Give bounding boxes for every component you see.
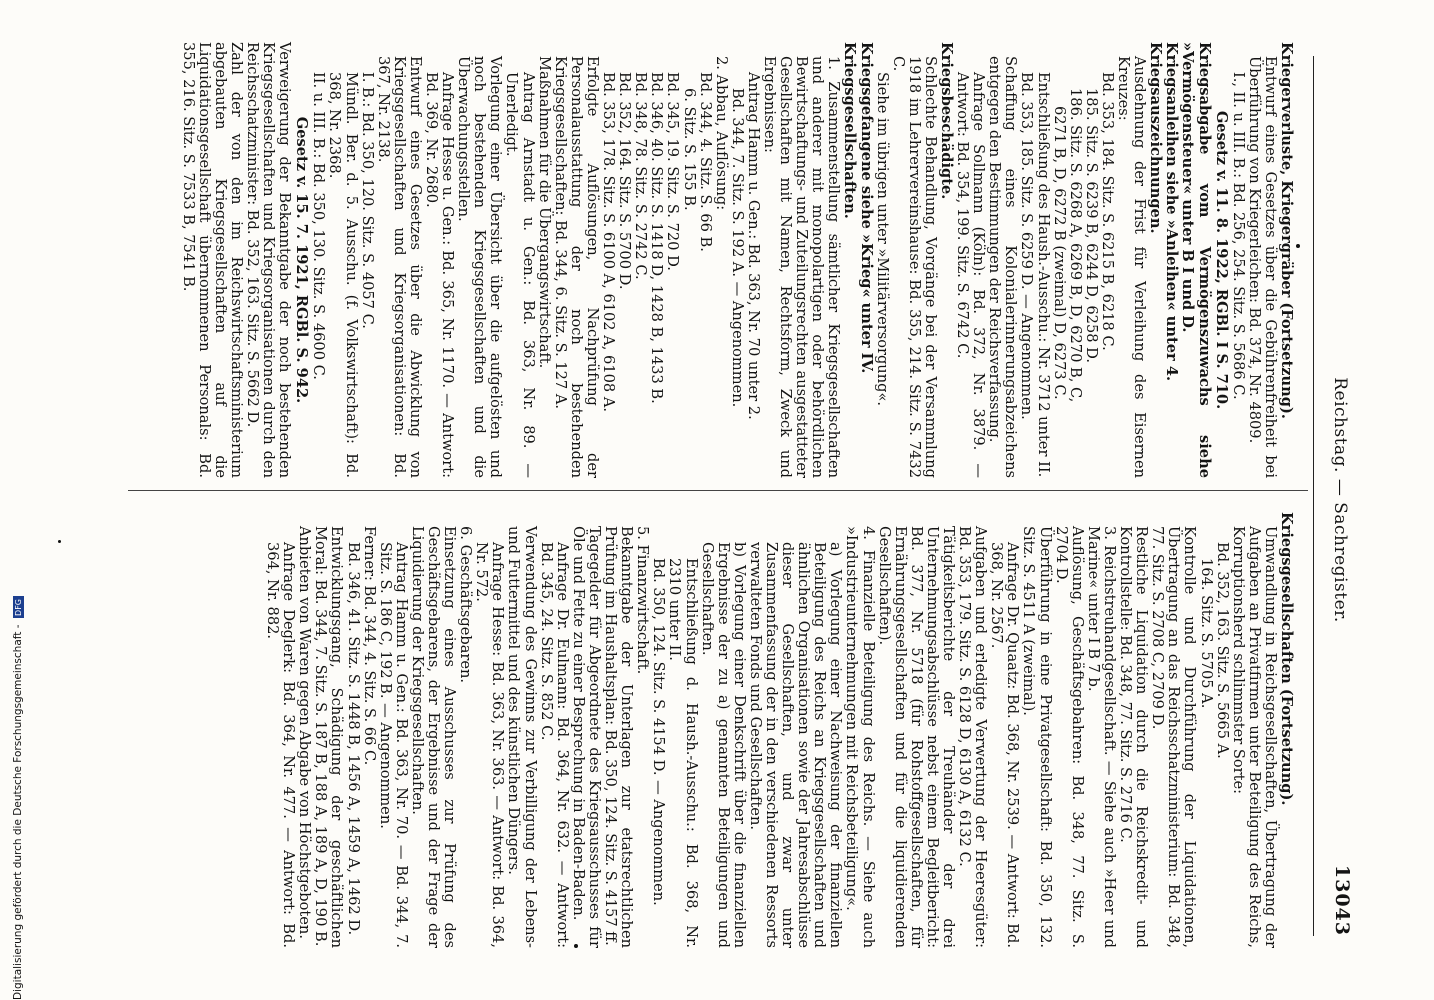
running-header: Reichstag. — Sachregister. bbox=[1330, 377, 1350, 623]
right-column-entry: Kriegsgesellschaften (Fortsetzung). bbox=[1278, 512, 1295, 806]
left-column-entry: 185. Sitz. S. 6239 B, 6244 D, 6258 D. bbox=[1082, 88, 1100, 364]
left-column-entry: Bd. 344, 4. Sitz. S. 66 B. bbox=[696, 72, 714, 252]
left-column-entry: I., II. u. III. B.: Bd. 256, 254. Sitz. S. 5686 C. bbox=[1229, 72, 1247, 400]
print-speck bbox=[574, 944, 578, 948]
left-column-entry: 186. Sitz. S. 6268 A, 6269 B, D, 6270 B, C, bbox=[1066, 88, 1084, 403]
credit-text: Digitalisierung gefördert durch die Deutsche Forschungsgemeinschaft - bbox=[12, 624, 24, 1000]
right-column-entry: 164. Sitz. S. 5705 A. bbox=[1197, 558, 1215, 709]
left-column-entry: II. u. III. B.: Bd. 350, 130. Sitz. S. 4600 C. bbox=[310, 72, 328, 380]
left-column-entry: Ausdehnung der Frist für Verleihung des Eisernen Kreuzes: bbox=[1115, 56, 1149, 478]
left-column-entry: Schaffung eines Kolonialerinnerungsabzeichens entgegen den Bestimmungen der Reichsverfassung. bbox=[986, 56, 1020, 478]
right-column-entry: 3. Reichstreuhandgesellschaft. — Siehe auch »Heer und Marine« unter I B 7 b. bbox=[1084, 526, 1118, 948]
right-column-entry: Anbieten von Waren gegen Abgabe von Höchstgeboten. bbox=[296, 526, 314, 939]
left-column-entry: Antrag Arnstadt u. Gen.: Bd. 363, Nr. 89. — Unerledigt. bbox=[503, 72, 537, 478]
right-column-entry: a) Vorlegung einer Nachweisung der finanziellen Beteiligung des Reichs an Kriegsgesellschaften und ähnlichen Organisationen sowie der Jahresabschlüsse dieser Gesellschaften, und zwar unter Zusammenfassung der in den verschiedenen Ressorts verwalteten Fonds und Gesellschaften. bbox=[746, 542, 845, 948]
right-column-entry: Anfrage Deglerk: Bd. 364, Nr. 477. — Antwort: Bd. 364, Nr. 882. bbox=[264, 542, 298, 948]
left-column-entry: 6. Sitz. S. 155 B. bbox=[680, 88, 698, 211]
left-column-entry: Zahl der von den im Reichswirtschaftsministerium abgebauten Kriegsgesellschaften auf die Liquidationsgesellschaft übernommenen Personals: Bd. 355, 216. Sitz. S. 7533 B, 7541 B. bbox=[179, 42, 245, 478]
left-column-entry: Verweigerung der Bekanntgabe der noch bestehenden Kriegsgesellschaften und Kriegsorganisationen durch den Reichsschatzminister: Bd. 352, 163. Sitz. S. 5662 D. bbox=[244, 42, 294, 478]
digitization-credit bbox=[12, 0, 24, 1000]
left-column-entry: 2. Abbau, Auflösung: bbox=[712, 56, 730, 211]
right-column-entry: Tagegelder für Abgeordnete des Kriegsausschusses für Öle und Fette zu einer Besprechung in Baden-Baden. bbox=[569, 526, 603, 948]
left-column-entry: Bd. 348, 78. Sitz. S. 2742 C. bbox=[632, 72, 650, 280]
left-column-entry: Kriegerverluste, Kriegergräber (Fortsetzung). bbox=[1278, 42, 1295, 419]
left-column-entry: Bd. 353, 184. Sitz. S. 6215 B, 6218 C. bbox=[1098, 72, 1116, 351]
right-column-entry: b) Vorlegung einer Denkschrift über die finanziellen Ergebnisse der zu a) genannten Beteiligungen und Gesellschaften. bbox=[698, 542, 748, 948]
right-column-entry: Bd. 346, 41. Sitz. S. 1448 B, 1456 A, 1459 A, 1462 D. bbox=[344, 542, 362, 936]
right-column-entry: Anfrage Dr. Eulmann: Bd. 364, Nr. 632. — Antwort: Bd. 345, 24. Sitz. S. 852 C. bbox=[537, 542, 571, 948]
right-column-entry: Antrag Hamm u. Gen.: Bd. 363, Nr. 70. — Bd. 344, 7. Sitz. S. 186 C, 192 B. — Angenommen. bbox=[376, 542, 410, 948]
left-column-entry: Maßnahmen für die Übergangswirtschaft. bbox=[535, 56, 553, 369]
left-column-entry: Antrag Hamm u. Gen.: Bd. 363, Nr. 70 unter 2. bbox=[744, 72, 762, 420]
print-speck bbox=[1296, 244, 1300, 248]
left-column-entry: 1. Zusammenstellung sämtlicher Kriegsgesellschaften und anderer mit monopolartigen oder behördlichen Bewirtschaftungs- und Zuteilungsrechten ausgestatteter Gesellschaften mit Namen, Rechtsform, Zweck und Ergebnissen: bbox=[761, 56, 843, 478]
left-column-entry: Kriegsanleihen siehe »Anleihen« unter 4. bbox=[1163, 42, 1181, 382]
left-column-entry: Kriegsauszeichnungen. bbox=[1147, 42, 1165, 234]
right-column-entry: Aufgaben und erledigte Verwertung der Heeresgüter: Bd. 353, 179. Sitz. S. 6128 D, 6130 A, 6132 C. bbox=[956, 526, 990, 948]
right-column-entry: Restliche Liquidation durch die Reichskredit- und Kontrollstelle: Bd. 348, 77. Sitz. S. 2716 C. bbox=[1117, 526, 1151, 948]
header-rule bbox=[1313, 56, 1314, 936]
right-column-entry: Anfrage Dr. Quaatz: Bd. 368, Nr. 2539. — Antwort: Bd. 368, Nr. 2567. bbox=[988, 542, 1022, 948]
right-column-entry: Umwandlung in Reichsgesellschaften, Übertragung der Aufgaben an Privatfirmen unter Beteiligung des Reichs, Korruptionsherd schlimmster Sorte: bbox=[1229, 526, 1279, 948]
left-column-entry: Mündl. Ber. d. 5. Ausschu. (f. Volkswirtschaft): Bd. 368, Nr. 2368. bbox=[326, 72, 360, 478]
print-speck bbox=[58, 540, 61, 543]
left-column-entry: Bd. 345, 19. Sitz. S. 720 D. bbox=[664, 72, 682, 271]
left-column-entry: Bd. 344, 7. Sitz. S. 192 A. — Angenommen. bbox=[728, 88, 746, 408]
dfg-logo: DFG bbox=[13, 596, 24, 618]
left-column-entry: Kriegsgefangene siehe »Krieg« unter IV. bbox=[857, 42, 875, 374]
left-column-entry: Entwurf eines Gesetzes über die Gebührenfreiheit bei Überführung von Kriegerleichen: Bd. 374, Nr. 4809. bbox=[1245, 56, 1279, 478]
left-column bbox=[180, 42, 1294, 478]
right-column-entry: Überführung in eine Privatgesellschaft: Bd. 350, 132. Sitz. S. 4511 A (zweimal). bbox=[1020, 526, 1054, 948]
right-column-entry: Bekanntgabe der Unterlagen zur etatsrechtlichen Prüfung im Haushaltsplan: Bd. 350, 124. Sitz. S. 4157 ff. bbox=[602, 526, 636, 948]
left-column-entry: Schlechte Behandlung, Vorgänge bei der Versammlung 1918 im Lehrervereinshause: Bd. 355, 214. Sitz. S. 7432 C. bbox=[889, 56, 939, 478]
left-column-entry: Anfrage Hesse u. Gen.: Bd. 365, Nr. 1170. — Antwort: Bd. 369, Nr. 2680. bbox=[423, 72, 457, 478]
left-column-entry: Kriegsabgabe vom Vermögenszuwachs siehe »Vermögensteuer« unter B I und D. bbox=[1179, 42, 1213, 478]
right-column-entry: Bd. 352, 163. Sitz. S. 5665 A. bbox=[1213, 542, 1231, 759]
right-column-entry: Kontrolle und Durchführung der Liquidationen, Übertragung an das Reichsschatzministerium: Bd. 348, 77. Sitz. S. 2708 C, 2709 D. bbox=[1149, 526, 1199, 948]
right-column-entry: Entschließung d. Haush.-Ausschu.: Bd. 368, Nr. 2310 unter II. bbox=[666, 558, 700, 948]
left-column-entry: 6271 B, D, 6272 B (zweimal) D, 6273 C. bbox=[1050, 106, 1068, 400]
right-column-entry: Verwendung des Gewinns zur Verbilligung der Lebens- und Futtermittel und des künstlichen Düngers. bbox=[505, 526, 539, 948]
right-column-entry: Anfrage Hesse: Bd. 363, Nr. 363. — Antwort: Bd. 364, Nr. 572. bbox=[473, 542, 507, 948]
left-column-entry: Entwurf eines Gesetzes über die Abwicklung von Kriegsgesellschaften und Kriegsorganisationen: Bd. 367, Nr. 2138. bbox=[374, 56, 424, 478]
left-column-entry: Siehe im übrigen unter »Militärversorgung«. bbox=[873, 72, 891, 407]
left-column-entry: Vorlegung einer Übersicht über die aufgelösten und noch bestehenden Kriegsgesellschaften und die Überwachungsstellen. bbox=[455, 56, 505, 478]
left-column-entry: I. B.: Bd. 350, 120. Sitz. S. 4057 C. bbox=[358, 72, 376, 329]
right-column-entry: 4. Finanzielle Beteiligung des Reichs. — Siehe auch »Industrieunternehmungen mit Reichsbeteiligung«. bbox=[843, 526, 877, 948]
right-column-entry: Tätigkeitsberichte der Treuhänder der drei Unternehmungsabschlüsse nebst einem Begleitbericht: Bd. 377, Nr. 5718 (für Rohstoffgesellschaften, für Ernährungsgesellschaften und für die liquidierenden Gesellschaften). bbox=[875, 526, 958, 948]
left-column-entry: Bd. 346, 40. Sitz. S. 1418 D, 1428 B, 1433 B. bbox=[648, 72, 666, 404]
left-column-entry: Entschließung des Haush.-Ausschu.: Nr. 3712 unter II. bbox=[1034, 72, 1052, 478]
right-column-entry: Entwicklungsgang, Schädigung der geschäftlichen Moral: Bd. 344, 7. Sitz. S. 187 B, 188 A, 189 A, D, 190 B. bbox=[312, 526, 346, 948]
left-column-entry: Kriegsbeschädigte. bbox=[938, 42, 956, 200]
left-column-entry: Erfolgte Auflösungen, Nachprüfung der Personalausstattung der noch bestehenden Kriegsgesellschaften: Bd. 344, 6. Sitz. S. 127 A. bbox=[551, 56, 601, 478]
right-column-entry: Ferner: Bd. 344, 4. Sitz. S. 66 C. bbox=[360, 526, 378, 766]
left-column-entry: Bd. 353, 185. Sitz. S. 6259 D. — Angenommen. bbox=[1018, 72, 1036, 420]
left-column-entry: Bd. 352, 164. Sitz. S. 5700 D. bbox=[616, 72, 634, 290]
right-column-entry: Auflösung, Geschäftsgebahren: Bd. 348, 77. Sitz. S. 2704 D. bbox=[1052, 526, 1086, 948]
right-column-entry: 6. Geschäftsgebaren. bbox=[457, 526, 475, 684]
left-column-entry: Gesetz v. 11. 8. 1922, RGBl. I S. 710. bbox=[1212, 110, 1230, 410]
left-column-entry: Gesetz v. 15. 7. 1921, RGBl. S. 942. bbox=[293, 116, 311, 404]
right-column bbox=[264, 512, 1294, 948]
left-column-entry: Kriegsgesellschaften. bbox=[841, 42, 859, 219]
page-number: 13043 bbox=[1331, 864, 1353, 936]
left-column-entry: Anfrage Sollmann (Köln): Bd. 372, Nr. 3879. — Antwort: Bd. 354, 199. Sitz. S. 6742 C. bbox=[954, 72, 988, 478]
column-divider bbox=[128, 490, 1308, 491]
right-column-entry: 5. Finanzwirtschaft. bbox=[634, 526, 652, 675]
right-column-entry: Einsetzung eines Ausschusses zur Prüfung des Geschäftsgebarens, der Ergebnisse und der Frage der Liquidierung der Kriegsgesellschaften. bbox=[408, 526, 459, 948]
right-column-entry: Bd. 350, 124. Sitz. S. 4154 D. — Angenommen. bbox=[650, 558, 668, 906]
rotated-register-page bbox=[62, 0, 1352, 1000]
left-column-entry: Bd. 353, 178. Sitz. S. 6100 A, 6102 A, 6108 A. bbox=[600, 72, 618, 413]
